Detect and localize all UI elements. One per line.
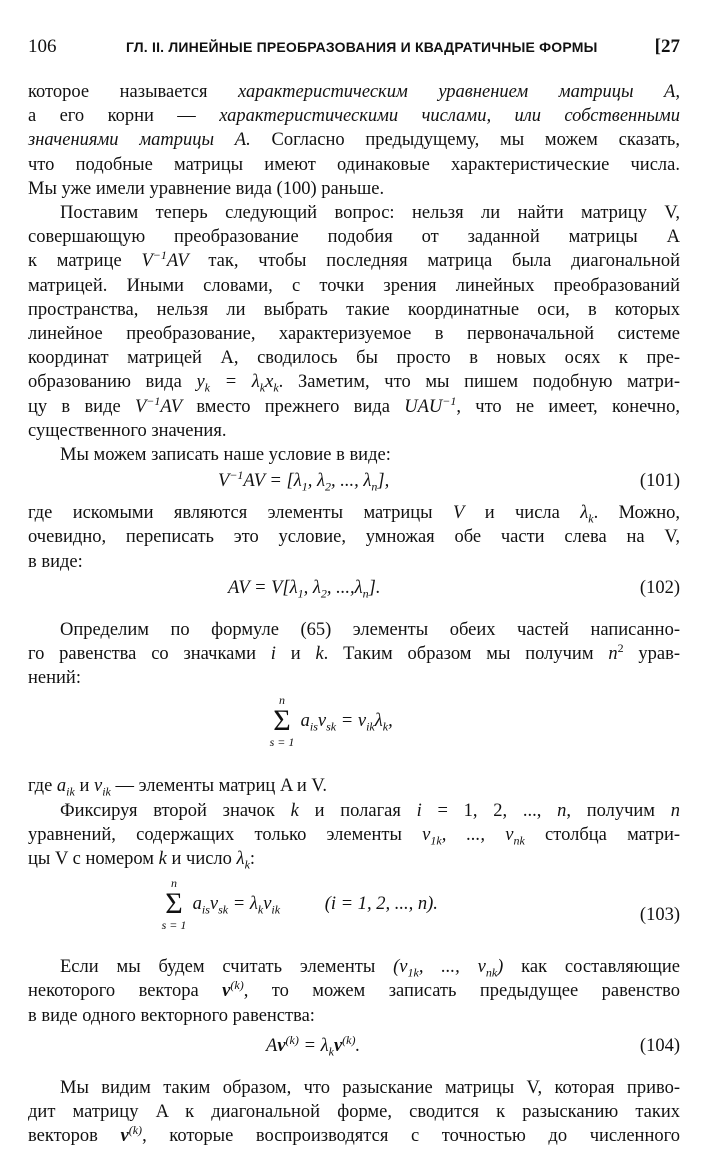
text-line: Мы видим таким образом, что разыскание матрицы V, которая приво- bbox=[60, 1077, 680, 1098]
text-line: Фиксируя второй значок k и полагая i = 1, 2, ..., n, получим n bbox=[60, 800, 680, 821]
paragraph-5 bbox=[28, 618, 680, 691]
section-number: [27 bbox=[654, 36, 680, 57]
book-page bbox=[28, 36, 680, 1149]
paragraph-2 bbox=[28, 201, 680, 443]
equation-number: (102) bbox=[639, 577, 680, 598]
equation-body: n Σ s = 1 $a_{is}v_{sk} = v_{ik}\lambda_k$, bbox=[269, 693, 393, 750]
sigma-symbol: n Σ s = 1 bbox=[161, 876, 187, 933]
text-line: Определим по формуле (65) элементы обеих частей написанно- bbox=[60, 619, 680, 640]
text-line: которое называется характеристическим уравнением матрицы А, bbox=[28, 82, 680, 102]
text-line: матрицей. Иными словами, с точки зрения линейных преобразований bbox=[28, 275, 680, 296]
paragraph-9 bbox=[28, 1076, 680, 1149]
text-line: цы V с номером k и число $\lambda_k$: bbox=[28, 849, 256, 872]
text-line: го равенства со значками i и k. Таким образом мы получим $n^2$ урав- bbox=[28, 640, 681, 665]
text-line: образованию вида $y_k = \lambda_kx_k$. Заметим, что мы пишем подобную матри- bbox=[28, 372, 680, 396]
text-line: некоторого вектора $v^{(k)}$, то можем записать предыдущее равенство bbox=[28, 978, 680, 1002]
text-line: координат матрицей A, сводилось бы просто в новых осях к пре- bbox=[28, 348, 680, 369]
paragraph-3 bbox=[28, 443, 680, 467]
text-line: Мы можем записать наше условие в виде: bbox=[60, 445, 391, 466]
text-line: в виде: bbox=[28, 551, 83, 572]
text-line: совершающую преобразование подобия от заданной матрицы A bbox=[28, 227, 680, 248]
text-line: где $a_{ik}$ и $v_{ik}$ — элементы матриц A и V. bbox=[28, 776, 328, 800]
sigma-symbol: n Σ s = 1 bbox=[269, 693, 295, 750]
text-line: уравнений, содержащих только элементы $v_{1k}$, ..., $v_{nk}$ столбца матри- bbox=[28, 824, 680, 848]
text-line: линейное преобразование, характеризуемое в первоначальной системе bbox=[28, 324, 680, 345]
equation-103 bbox=[28, 871, 680, 955]
paragraph-1 bbox=[28, 80, 680, 201]
index-range: (i = 1, 2, ..., n). bbox=[324, 893, 438, 914]
page-number: 106 bbox=[28, 36, 57, 57]
equation-body: AV = $V[\lambda_1$, $\lambda_2$, $...,\lambda_n$]. bbox=[228, 577, 381, 601]
sum-equation bbox=[28, 690, 680, 774]
text-line: векторов $v^{(k)}$, которые воспроизводятся с точностью до численного bbox=[28, 1123, 680, 1147]
text-line: Поставим теперь следующий вопрос: нельзя ли найти матрицу V, bbox=[60, 203, 680, 224]
text-line: пространства, нельзя ли выбрать такие координатные оси, в которых bbox=[28, 299, 680, 320]
text-line: Мы уже имели уравнение вида (100) раньше. bbox=[28, 178, 385, 199]
running-title: ГЛ. II. ЛИНЕЙНЫЕ ПРЕОБРАЗОВАНИЯ И КВАДРАТИЧНЫЕ ФОРМЫ bbox=[126, 39, 598, 55]
equation-number: (104) bbox=[639, 1035, 680, 1056]
text-line: существенного значения. bbox=[28, 420, 227, 441]
paragraph-4 bbox=[28, 501, 680, 574]
text-line: к матрице $V^{-1}AV$ так, чтобы последняя матрица была диагональной bbox=[28, 248, 681, 272]
equation-number: (101) bbox=[639, 471, 680, 492]
equation-104 bbox=[28, 1028, 680, 1068]
text-line: что подобные матрицы имеют одинаковые характеристические числа. bbox=[28, 154, 680, 175]
page-header bbox=[28, 36, 680, 64]
text-line: очевидно, переписать это условие, умножая обе части слева на V, bbox=[28, 527, 680, 548]
paragraph-8 bbox=[28, 955, 680, 1028]
text-line: а его корни — характеристическими числами, или собственными bbox=[28, 106, 680, 127]
text-line: нений: bbox=[28, 668, 81, 689]
paragraph-7 bbox=[28, 799, 680, 872]
equation-body: $Av^{(k)} = \lambda_kv^{(k)}$. bbox=[266, 1032, 361, 1059]
equation-number: (103) bbox=[639, 905, 680, 926]
equation-body: n Σ s = 1 $a_{is}v_{sk} = \lambda_kv_{ik}$ (i = 1, 2, ..., n). bbox=[161, 876, 438, 933]
equation-body: $V^{-1}AV = [\lambda_1$, $\lambda_2$, ..., $\lambda_n$], bbox=[218, 468, 390, 494]
equation-102 bbox=[28, 574, 680, 608]
text-line: Если мы будем считать элементы ($v_{1k}$, ..., $v_{nk}$) как составляющие bbox=[60, 957, 680, 980]
paragraph-6 bbox=[28, 774, 680, 798]
text-line: где искомыми являются элементы матрицы V и числа $\lambda_k$. Можно, bbox=[28, 503, 680, 526]
text-line: значениями матрицы А. Согласно предыдущему, мы можем сказать, bbox=[28, 130, 680, 151]
equation-101 bbox=[28, 467, 680, 501]
text-line: дит матрицу A к диагональной форме, сводится к разысканию таких bbox=[28, 1102, 680, 1123]
text-line: цу в виде $V^{-1}AV$ вместо прежнего вида $UAU^{-1}$, что не имеет, конечно, bbox=[28, 393, 680, 417]
text-line: в виде одного векторного равенства: bbox=[28, 1005, 315, 1026]
